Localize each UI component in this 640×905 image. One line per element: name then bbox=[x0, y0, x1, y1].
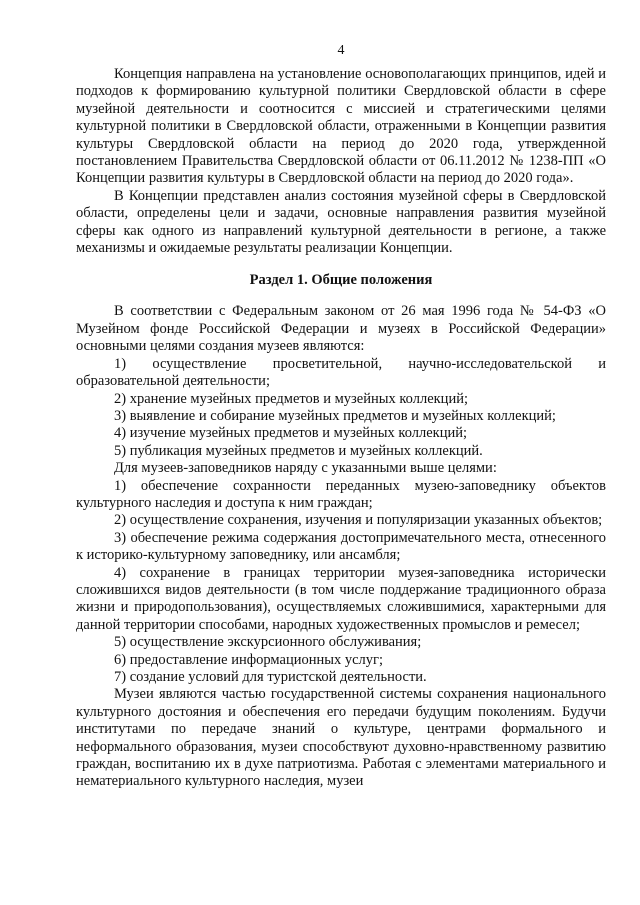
intro-paragraph-1: Концепция направлена на установление основополагающих принципов, идей и подходов к формированию культурной политики Свердловской области в сфере музейной деятельности и соотносится с миссией и стратегическими целями культурной политики в Свердловской области, отраженными в Концепции развития культуры Свердловской области на период до 2020 года, утвержденной постановлением Правительства Свердловской области от 06.11.2012 № 1238-ПП «О Концепции развития культуры в Свердловской области на период до 2020 года». bbox=[76, 66, 606, 187]
reserve-goal-4: 4) сохранение в границах территории музея-заповедника исторически сложившихся видов деятельности (в том числе поддержание традиционного образа жизни и природопользования), осуществляемых сложившимися, характерными для данной территории способами, народных художественных промыслов и ремесел; bbox=[76, 564, 606, 633]
reserve-intro: Для музеев-заповедников наряду с указанными выше целями: bbox=[114, 460, 497, 477]
section-title: Раздел 1. Общие положения bbox=[249, 272, 433, 289]
reserve-goal-2: 2) осуществление сохранения, изучения и популяризации указанных объектов; bbox=[114, 512, 603, 529]
reserve-goal-5: 5) осуществление экскурсионного обслуживания; bbox=[114, 634, 422, 651]
museum-goal-5: 5) публикация музейных предметов и музейных коллекций. bbox=[114, 442, 483, 459]
intro-paragraph-2: В Концепции представлен анализ состояния музейной сферы в Свердловской области, определены цели и задачи, основные направления развития музейной сферы как одного из направлений культурной деятельности в регионе, а также механизмы и ожидаемые результаты реализации Концепции. bbox=[76, 187, 606, 257]
page-number: 4 bbox=[337, 43, 345, 58]
reserve-goal-1: 1) обеспечение сохранности переданных музею-заповеднику объектов культурного наследия и доступа к ним граждан; bbox=[76, 477, 606, 511]
museum-goal-2: 2) хранение музейных предметов и музейных коллекций; bbox=[114, 390, 468, 407]
law-paragraph: В соответствии с Федеральным законом от 26 мая 1996 года № 54-ФЗ «О Музейном фонде Российской Федерации и музеях в Российской Федерации» основными целями создания музеев являются: bbox=[76, 303, 606, 355]
museum-goal-1: 1) осуществление просветительной, научно-исследовательской и образовательной деятельности; bbox=[76, 355, 606, 390]
reserve-goal-3: 3) обеспечение режима содержания достопримечательного места, отнесенного к историко-культурному заповеднику, или ансамбля; bbox=[76, 529, 606, 564]
reserve-goal-7: 7) создание условий для туристской деятельности. bbox=[114, 669, 427, 685]
museum-goal-4: 4) изучение музейных предметов и музейных коллекций; bbox=[114, 425, 468, 442]
closing-paragraph: Музеи являются частью государственной системы сохранения национального культурного достояния и обеспечения его передачи будущим поколениям. Будучи институтами по передаче знаний о культуре, центрами формального и неформального образования, музеи способствуют духовно-нравственному развитию граждан, воспитанию их в духе патриотизма. Работая с элементами материального и нематериального культурного наследия, музеи bbox=[76, 686, 606, 790]
museum-goal-3: 3) выявление и собирание музейных предметов и музейных коллекций; bbox=[114, 407, 556, 424]
reserve-goal-6: 6) предоставление информационных услуг; bbox=[114, 651, 384, 668]
